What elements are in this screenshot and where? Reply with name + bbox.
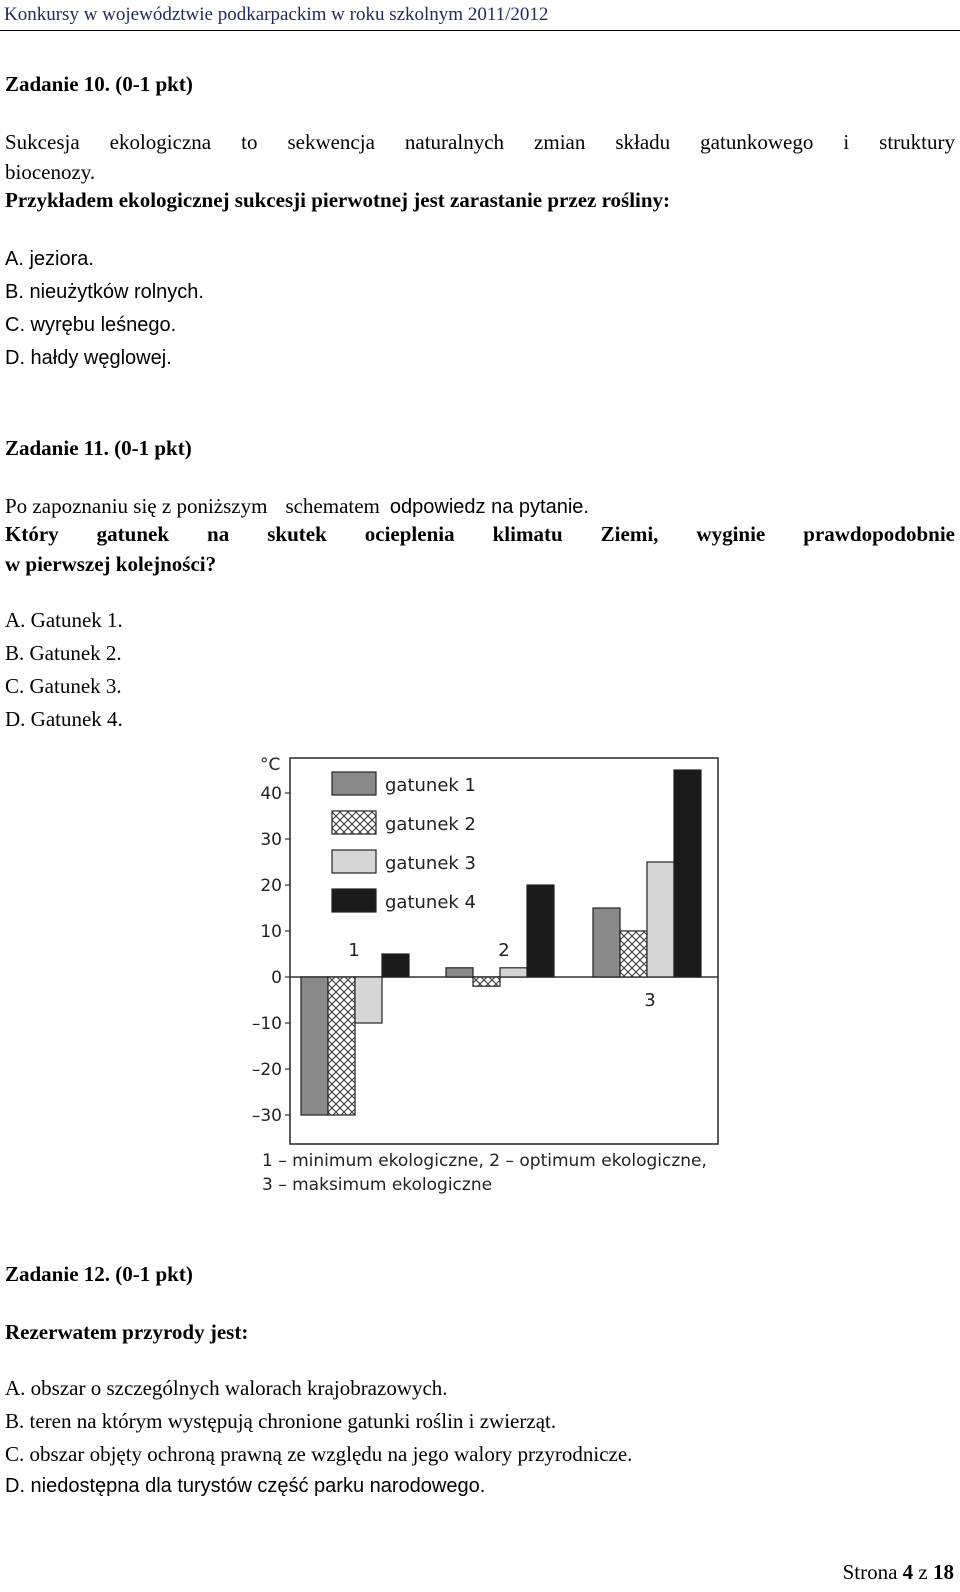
task11-intro-part1: Po zapoznaniu się z poniższym (5, 494, 268, 518)
y-tick-label: 40 (260, 784, 282, 804)
category-label-2: 2 (498, 940, 510, 961)
page-number-sep: z (918, 1560, 928, 1584)
legend-swatch-1 (332, 772, 376, 795)
temperature-tolerance-chart (248, 752, 728, 1202)
task10-title: Zadanie 10. (0-1 pkt) (5, 72, 193, 96)
legend-label-4: gatunek 4 (385, 892, 477, 913)
legend-swatch-2 (332, 811, 376, 834)
task11-intro-part2: schematem (285, 494, 380, 518)
bar-3-category-2 (500, 968, 527, 977)
bar-2-category-1 (328, 977, 355, 1115)
bar-2-category-2 (473, 977, 500, 986)
category-label-3: 3 (644, 990, 656, 1011)
task11-intro-part3: odpowiedz na pytanie. (389, 496, 589, 518)
bar-4-category-1 (382, 954, 409, 977)
task12-option-a[interactable]: A. obszar o szczególnych walorach krajobrazowych. (5, 1376, 448, 1400)
bar-2-category-3 (620, 931, 647, 977)
y-tick-label: 20 (260, 876, 282, 896)
task10-option-b[interactable]: B. nieużytków rolnych. (5, 281, 204, 303)
legend-label-2: gatunek 2 (385, 814, 477, 835)
task11-option-b[interactable]: B. Gatunek 2. (5, 641, 122, 665)
bar-4-category-2 (527, 885, 554, 977)
page-number-prefix: Strona (842, 1560, 898, 1584)
bar-4-category-3 (674, 770, 701, 977)
page-number (843, 1560, 954, 1585)
task12-option-b[interactable]: B. teren na którym występują chronione gatunki roślin i zwierząt. (5, 1409, 557, 1433)
bar-1-category-3 (593, 908, 620, 977)
chart-caption-line2: 3 – maksimum ekologiczne (262, 1175, 493, 1195)
task12-option-d[interactable]: D. niedostępna dla turystów część parku narodowego. (5, 1475, 486, 1497)
y-tick-label: –20 (251, 1060, 282, 1080)
legend-swatch-4 (332, 889, 376, 912)
task10-option-d[interactable]: D. hałdy węglowej. (5, 347, 172, 369)
task11-option-d[interactable]: D. Gatunek 4. (5, 707, 123, 731)
bar-3-category-3 (647, 862, 674, 977)
task10-option-a[interactable]: A. jeziora. (5, 248, 94, 270)
legend-label-1: gatunek 1 (385, 775, 477, 796)
task11-option-a[interactable]: A. Gatunek 1. (5, 608, 123, 632)
task10-option-c[interactable]: C. wyrębu leśnego. (5, 314, 177, 336)
y-tick-label: 0 (271, 968, 282, 988)
bar-3-category-1 (355, 977, 382, 1023)
task12-question: Rezerwatem przyrody jest: (5, 1320, 249, 1344)
task11-intro (5, 494, 589, 519)
y-tick-label: 30 (260, 830, 282, 850)
task11-option-c[interactable]: C. Gatunek 3. (5, 674, 122, 698)
page-number-current: 4 (902, 1560, 914, 1584)
bar-1-category-2 (446, 968, 473, 977)
y-tick-label: 10 (260, 922, 282, 942)
category-label-1: 1 (348, 940, 360, 961)
task12-title: Zadanie 12. (0-1 pkt) (5, 1262, 193, 1286)
legend-label-3: gatunek 3 (385, 853, 477, 874)
task10-intro-line2: biocenozy. (5, 160, 96, 184)
page-header (0, 0, 960, 31)
task11-question-line2: w pierwszej kolejności? (5, 552, 217, 576)
task12-option-c[interactable]: C. obszar objęty ochroną prawną ze względu na jego walory przyrodnicze. (5, 1442, 633, 1466)
page-number-total: 18 (933, 1560, 954, 1584)
y-tick-label: –10 (251, 1014, 282, 1034)
y-axis-unit: °C (260, 755, 281, 775)
y-tick-label: –30 (251, 1106, 282, 1126)
task10-question: Przykładem ekologicznej sukcesji pierwotnej jest zarastanie przez rośliny: (5, 188, 671, 212)
task11-title: Zadanie 11. (0-1 pkt) (5, 436, 192, 460)
chart-caption-line1: 1 – minimum ekologiczne, 2 – optimum ekologiczne, (262, 1151, 707, 1171)
header-title: Konkursy w województwie podkarpackim w roku szkolnym 2011/2012 (4, 4, 549, 25)
bar-1-category-1 (301, 977, 328, 1115)
task11-question-line1: Który gatunek na skutek ocieplenia klimatu Ziemi, wyginie prawdopodobnie (5, 522, 955, 546)
legend-swatch-3 (332, 850, 376, 873)
task10-intro-line1: Sukcesja ekologiczna to sekwencja naturalnych zmian składu gatunkowego i struktury (5, 130, 955, 154)
